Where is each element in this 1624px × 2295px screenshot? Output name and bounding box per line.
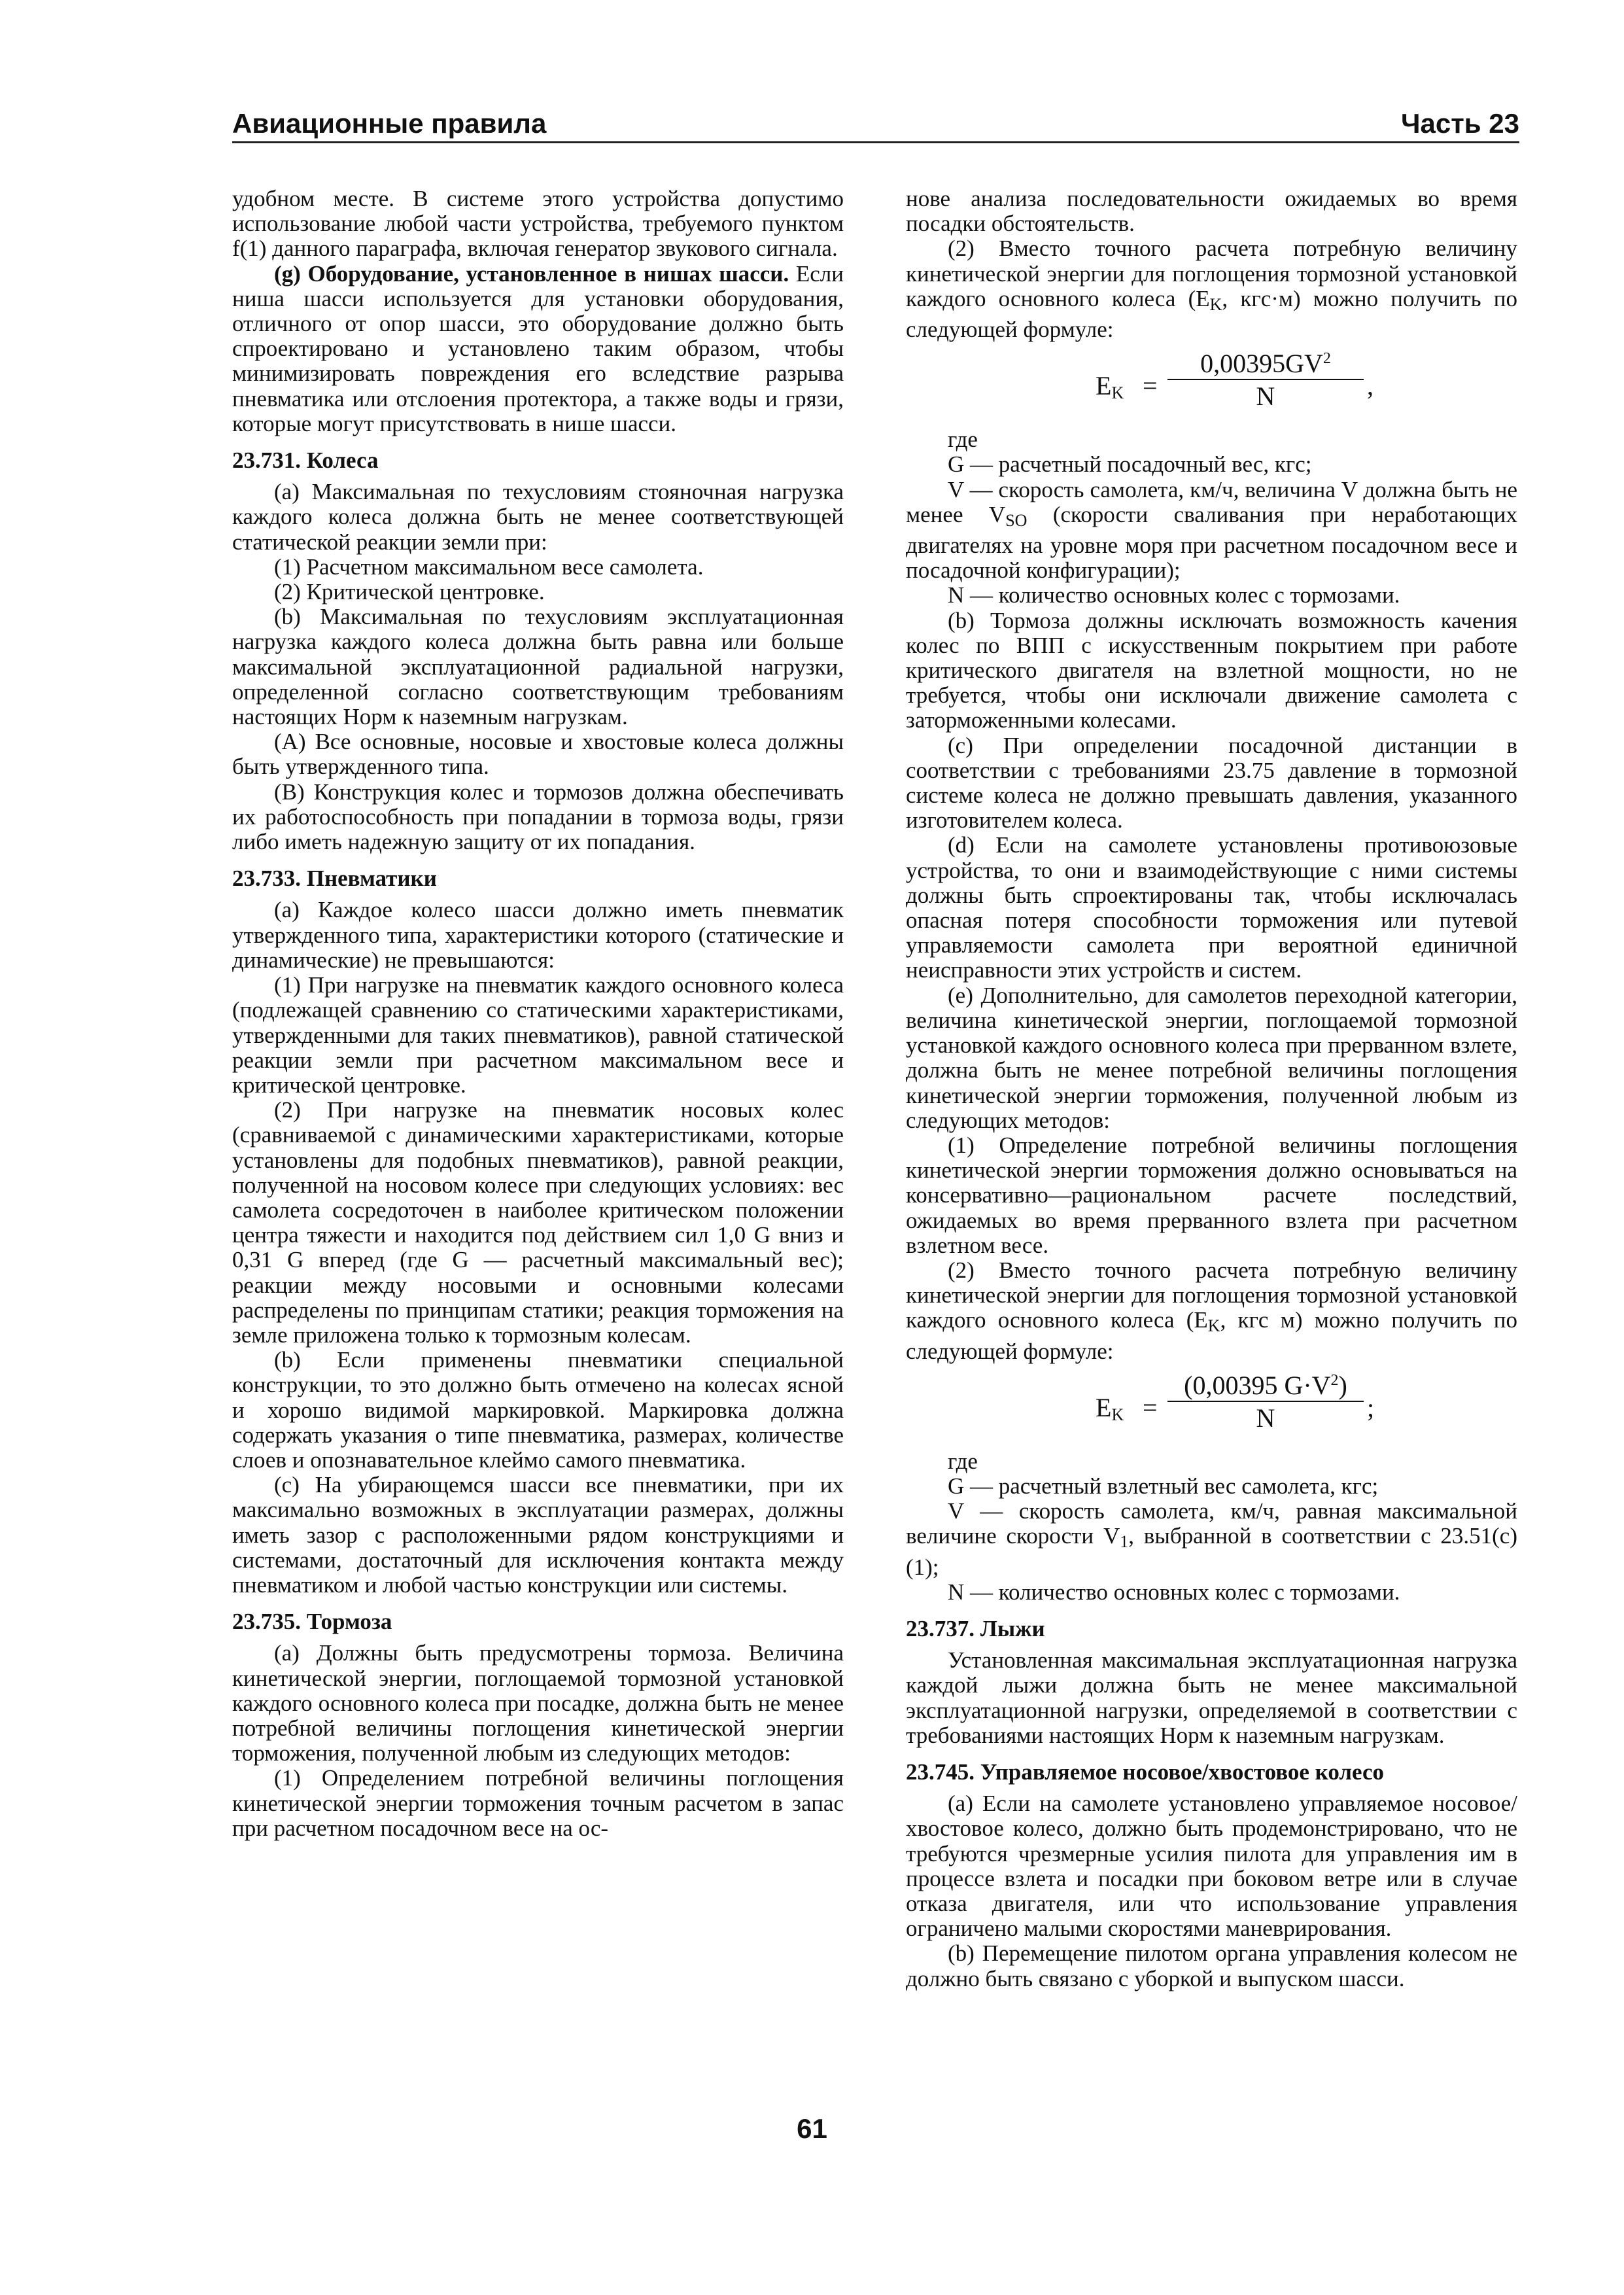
paragraph: удобном месте. В системе этого устройства допустимо использование любой части устройства, требуемого пунктом f(1) данного параграфа, включая генератор звукового сигнала.: [232, 186, 844, 262]
paragraph: (c) На убирающемся шасси все пневматики, при их максимально возможных в эксплуатации размерах, должны иметь зазор с расположенными рядом конструкциями и системами, достаточный для исключения контакта между пневматиком и любой частью конструкции или системы.: [232, 1472, 844, 1598]
paragraph: (d) Если на самолете установлены противоюзовые устройства, то они и взаимодействующие с ними системы должны быть спроектированы так, чтобы исключалась опасная потеря способности торможения или путевой управляемости самолета при вероятной единичной неисправности этих устройств и систем.: [906, 832, 1517, 983]
paragraph: (1) Расчетном максимальном весе самолета.: [274, 553, 704, 580]
paragraph: (b) Перемещение пилотом органа управления колесом не должно быть связано с уборкой и выпуском шасси.: [906, 1940, 1517, 1991]
paragraph: (c) При определении посадочной дистанции в соответствии с требованиями 23.75 давление в тормозной системе колеса не должно превышать давления, указанного изготовителем колеса.: [906, 732, 1517, 833]
paragraph: (a) Максимальная по техусловиям стояночная нагрузка каждого колеса должна быть не менее соответствующей статической реакции земли при:: [232, 479, 844, 555]
numerator-text: (0,00395 G·V: [1184, 1370, 1331, 1400]
section-heading: 23.737. Лыжи: [906, 1615, 1045, 1641]
formula-landing: [906, 346, 1517, 425]
paragraph: (a) Если на самолете установлено управляемое носовое/хвостовое колесо, должно быть продемонстрировано, что не требуются чрезмерные усилия пилота для управления им в процессе взлета и посадки при боковом ветре или в случае отказа двигателя, или что использование управления ограничено малыми скоростями маневрирования.: [906, 1791, 1517, 1942]
formula-takeoff: [906, 1368, 1517, 1446]
paragraph-text: (2) Вместо точного расчета потребную величину кинетической энергии для поглощения тормозной установкой каждого основного колеса (E: [906, 1257, 1517, 1333]
formula-lhs: [1096, 371, 1124, 406]
formula-fraction: [1167, 346, 1364, 412]
paragraph-text: , выбранной в соответствии с 23.51(c)(1);: [906, 1523, 1517, 1580]
numerator-close: ): [1338, 1370, 1347, 1400]
paragraph: N — количество основных колес с тормозами.: [948, 1579, 1400, 1605]
header-part: Часть 23: [1400, 108, 1519, 139]
paragraph: (2) При нагрузке на пневматик носовых колес (сравниваемой с динамическими характеристиками, которые установлены для подобных пневматиков), равной реакции, полученной на носовом колесе при следующих условиях: вес самолета сосредоточен в наиболее критическом положении центра тяжести и находится под действием сил 1,0 G вниз и 0,31 G вперед (где G — расчетный максимальный вес); реакции между носовыми и основными колесами распределены по принципам статики; реакция торможения на земле приложена только к тормозным колесам.: [232, 1097, 844, 1348]
paragraph-text: , кгс·м) можно получить по следующей формуле:: [906, 285, 1517, 343]
superscript: 2: [1330, 1371, 1339, 1389]
formula-denominator: N: [1256, 1403, 1275, 1433]
paragraph-text: Если ниша шасси используется для установки оборудования, отличного от опор шасси, это оборудование должно быть спроектировано и установлено таким образом, чтобы минимизировать повреждения его вследствие разрыва пневматика или отслоения протектора, а также воды и грязи, которые могут присутствовать в нише шасси.: [232, 260, 844, 436]
paragraph: G — расчетный посадочный вес, кгс;: [948, 451, 1312, 478]
formula-denominator: N: [1256, 381, 1275, 412]
paragraph: (b) Если применены пневматики специальной конструкции, то это должно быть отмечено на колесах ясной и хорошо видимой маркировкой. Маркировка должна содержать указания о типе пневматика, размерах, количестве слоев и опознавательное клеймо самого пневматика.: [232, 1347, 844, 1473]
formula-numerator: [1167, 1368, 1364, 1402]
formula-equals: =: [1143, 371, 1158, 401]
left-column: [232, 186, 844, 2143]
paragraph: (e) Дополнительно, для самолетов переходной категории, величина кинетической энергии, поглощаемой тормозной установкой каждого основного колеса при прерванном взлете, должна быть не менее потребной величины поглощения кинетической энергии торможения, полученной любым из следующих методов:: [906, 982, 1517, 1133]
paragraph-text: V — скорость самолета, км/ч, величина V должна быть не менее V: [906, 476, 1517, 527]
paragraph: (B) Конструкция колес и тормозов должна обеспечивать их работоспособность при попадании в тормоза воды, грязи либо иметь надежную защиту от их попадания.: [232, 779, 844, 855]
page-header: [232, 99, 1519, 143]
formula-symbol: E: [1096, 1392, 1112, 1422]
paragraph: где: [948, 1448, 978, 1474]
paragraph: (a) Должны быть предусмотрены тормоза. Величина кинетической энергии, поглощаемой тормозной установкой каждого основного колеса при посадке, должна быть не менее потребной величины поглощения кинетической энергии торможения, полученной любым из следующих методов:: [232, 1640, 844, 1766]
formula-punct: ,: [1367, 371, 1373, 401]
section-heading: 23.745. Управляемое носовое/хвостовое колесо: [906, 1759, 1385, 1785]
paragraph-text: (2) Вместо точного расчета потребную величину кинетической энергии для поглощения тормозной установкой каждого основного колеса (E: [906, 236, 1517, 311]
paragraph-text: V — скорость самолета, км/ч, равная максимальной величине скорости V: [906, 1498, 1517, 1549]
paragraph: (2) Критической центровке.: [274, 579, 545, 605]
formula-punct: ;: [1367, 1392, 1375, 1422]
superscript: 2: [1322, 350, 1331, 368]
subscript: 1: [1120, 1532, 1129, 1552]
paragraph: (1) Определением потребной величины поглощения кинетической энергии торможения точным расчетом в запас при расчетном посадочном весе на ос-: [232, 1765, 844, 1841]
formula-symbol: E: [1096, 371, 1112, 401]
section-heading: 23.733. Пневматики: [232, 866, 437, 892]
section-heading: 23.731. Колеса: [232, 447, 379, 474]
page-number: 61: [797, 2113, 827, 2144]
subscript: K: [1209, 294, 1222, 314]
numerator-text: 0,00395GV: [1200, 349, 1323, 379]
paragraph: [906, 236, 1517, 342]
paragraph: G — расчетный взлетный вес самолета, кгс;: [948, 1473, 1379, 1499]
formula-equals: =: [1143, 1392, 1158, 1422]
paragraph: (b) Максимальная по техусловиям эксплуатационная нагрузка каждого колеса должна быть равна или больше максимальной эксплуатационной радиальной нагрузки, определенной согласно соответствующим требованиям настоящих Норм к наземным нагрузкам.: [232, 604, 844, 730]
subscript: SO: [1005, 510, 1028, 530]
paragraph-text: (скорости сваливания при неработающих двигателях на уровне моря при расчетном посадочном весе и посадочной конфигурации);: [906, 501, 1517, 584]
paragraph: (1) При нагрузке на пневматик каждого основного колеса (подлежащей сравнению со статическими характеристиками, утвержденными для таких пневматиков), равной статической реакции земли при расчетном максимальном весе и критической центровке.: [232, 972, 844, 1098]
paragraph: где: [948, 427, 978, 453]
paragraph: [906, 478, 1517, 584]
paragraph: N — количество основных колес с тормозами.: [948, 582, 1400, 608]
formula-fraction: [1167, 1368, 1364, 1431]
subscript: K: [1111, 1405, 1124, 1424]
paragraph: нове анализа последовательности ожидаемых во время посадки обстоятельств.: [906, 186, 1517, 237]
paragraph: [906, 1499, 1517, 1580]
formula-numerator: [1167, 346, 1364, 380]
paragraph: Установленная максимальная эксплуатационная нагрузка каждой лыжи должна быть не менее максимальной эксплуатационной нагрузки, определяемой в соответствии с требованиями настоящих Норм к наземным нагрузкам.: [906, 1647, 1517, 1748]
paragraph: (A) Все основные, носовые и хвостовые колеса должны быть утвержденного типа.: [232, 729, 844, 780]
paragraph: (a) Каждое колесо шасси должно иметь пневматик утвержденного типа, характеристики которого (статические и динамические) не превышаются:: [232, 897, 844, 973]
section-heading: 23.735. Тормоза: [232, 1609, 392, 1635]
paragraph: (1) Определение потребной величины поглощения кинетической энергии торможения должно основываться на консервативно—рациональном расчете последствий, ожидаемых во время прерванного взлета при расчетном взлетном весе.: [906, 1132, 1517, 1258]
subscript: K: [1111, 383, 1124, 403]
paragraph: (b) Тормоза должны исключать возможность качения колес по ВПП с искусственным покрытием при работе критического двигателя на взлетной мощности, но не требуется, чтобы они исключали движение самолета с заторможенными колесами.: [906, 607, 1517, 733]
formula-lhs: [1096, 1392, 1124, 1428]
header-title: Авиационные правила: [232, 108, 547, 139]
paragraph-lead: (g) Оборудование, установленное в нишах шасси.: [274, 260, 789, 287]
paragraph: [906, 1258, 1517, 1364]
right-column: [906, 186, 1517, 2143]
paragraph-text: , кгс м) можно получить по следующей формуле:: [906, 1307, 1517, 1364]
subscript: K: [1207, 1316, 1220, 1336]
paragraph: [232, 262, 844, 436]
